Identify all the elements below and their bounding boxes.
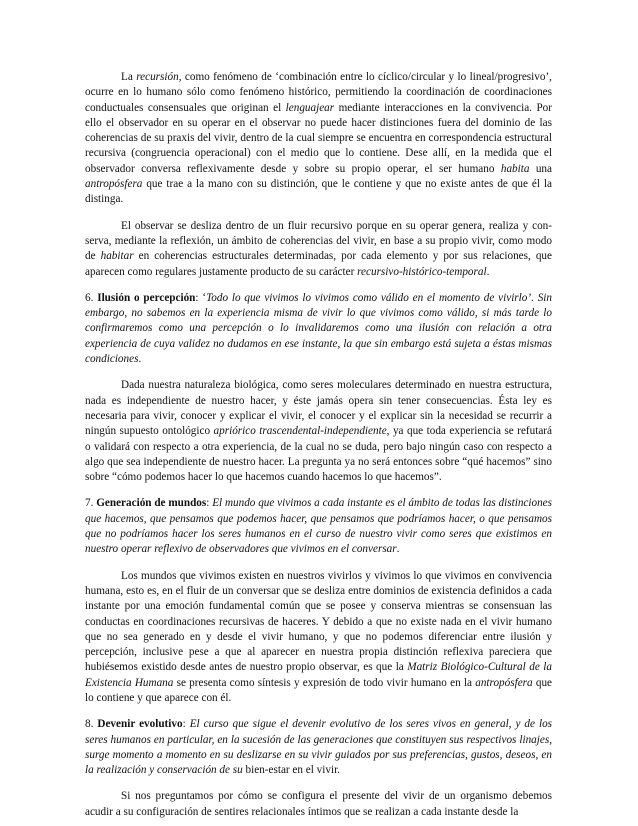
- text-run: : ‘: [195, 291, 207, 304]
- text-run: El observar se desliza dentro de un fluir recursivo porque en su operar genera, realiza y conserva, mediante la reflexión, un ámbito de coherencias del vivir, en base a su propio vivir, como modo de: [85, 219, 552, 263]
- section-number: 8.: [85, 718, 98, 731]
- section-title: Ilusión o percepción: [97, 291, 196, 304]
- text-run: .: [486, 265, 490, 278]
- section-title: Devenir evolutivo: [97, 718, 183, 731]
- text-run: :: [182, 718, 190, 731]
- text-run: , ya que toda experiencia se refutará o validará con respecto a otra experiencia, de la cual no se duda, pero bajo ningún caso con respecto a algo que sea independiente de nuestro hacer. La pregunta ya no será entonces sobre “qué hacemos” sino sobre “cómo podemos hacer lo que hacemos cuando hacemos lo que hacemos”.: [85, 425, 552, 484]
- text-run: .: [138, 353, 142, 366]
- term-antroposfera: antropósfera: [475, 676, 533, 689]
- text-run: La: [121, 71, 137, 83]
- paragraph-recursion: [85, 70, 552, 208]
- text-run: Los mundos que vivimos existen en nuestros vivirlos y vivimos lo que vivimos en convivencia humana, esto es, en el fluir de un conversar que se desliza entre dominios de existencia definidos a cada instante por una emoción fundamental común que se posee y conserva mientras se consensuan las conductas en coordinaciones recursivas de haceres. Y debido a que no existe nada en el vivir humano que no sea generado en y desde el vivir humano, y que no podemos diferenciar entre ilusión y percepción, inclusive pese a que al aparecer en nuestra propia distinción reflexiva pareciera que hubiésemos existido desde antes de nuestro propio observar, es que la: [85, 569, 552, 674]
- paragraph-naturaleza-biologica: [85, 378, 552, 485]
- section-quote: El curso que sigue el devenir evolutivo de los seres vivos en general, y de los seres humanos en particular, en la sucesión de las generaciones que constituyen sus respectivos linajes, surge momento a momento en su deslizarse en su vivir guiados por sus preferencias, gustos, deseos, en la realización y conservación de su: [85, 718, 553, 777]
- term-habitar: habitar: [100, 250, 134, 263]
- text-run: que trae a la mano con su distinción, que le contiene y que no existe antes de que él la distinga.: [85, 178, 552, 206]
- text-run: Si nos preguntamos por cómo se configura el presente del vivir de un organismo debemos acudir a su configuración de sentires relacionales íntimos que se realizan a cada instante desde la: [85, 790, 552, 818]
- text-run: .: [396, 543, 400, 556]
- section-8-devenir-evolutivo: [85, 717, 552, 778]
- section-quote: Todo lo que vivimos lo vivimos como válido en el momento de vivirlo’. Sin embargo, no sabemos en la experiencia misma de vivir lo que vivimos como válido, si más tarde lo confirmaremos como una percepción o lo invalidaremos como una ilusión con relación a otra experiencia de cuya validez no dudamos en ese instante, la que sin embargo está sujeta a éstas mismas condiciones: [85, 291, 552, 366]
- paragraph-observar: [85, 219, 552, 280]
- text-run: mediante interacciones en la convivencia. Por ello el observador en su operar en el observar no puede hacer distinciones fuera del dominio de las coherencias de su praxis del vivir, dentro de la cual siempre se encuentra en correspondencia estructural recursiva (congruencia operacional) con el medio que lo contiene. Dese allí, en la medida que el observador conversa reflexivamente desde y sobre su propio operar, el ser humano: [85, 101, 552, 175]
- term-antroposfera: antropósfera: [85, 178, 143, 191]
- term-lenguajear: lenguajear: [285, 101, 335, 114]
- paragraph-mundos-que-vivimos: [85, 569, 552, 707]
- text-run: que lo contiene y que aparece con él.: [85, 676, 553, 704]
- term-apriorico: apriórico trascendental-independiente: [213, 425, 387, 438]
- paragraph-presente-del-vivir: [85, 789, 552, 820]
- section-number: 6.: [85, 291, 98, 304]
- text-run: :: [206, 497, 213, 510]
- document-page: [85, 70, 552, 820]
- term-recursivo-historico-temporal: recursivo-histórico-temporal: [357, 265, 487, 278]
- text-run: bien-estar en el vivir.: [242, 764, 340, 777]
- term-habita: habita: [500, 162, 530, 175]
- section-6-ilusion-percepcion: [85, 291, 552, 367]
- text-run: Dada nuestra naturaleza biológica, como seres moleculares determinado en nuestra estructura, nada es independiente de nuestro hacer, y éste jamás opera sin tener consecuencias. Ésta ley es necesaria para vivir, conocer y explicar el vivir, el conocer y el explicar sin la necesidad se recurrir a ningún supuesto ontológico: [85, 379, 552, 438]
- section-number: 7.: [85, 497, 97, 510]
- text-run: una: [529, 162, 552, 175]
- section-7-generacion-mundos: [85, 496, 552, 557]
- term-matriz-biologico-cultural: Matriz Biológico-Cultural de la Existencia Humana: [85, 661, 552, 689]
- section-quote: El mundo que vivimos a cada instante es el ámbito de todas las distinciones que hacemos, que pensamos que podemos hacer, que pensamos que podríamos hacer, o que pensamos que no podríamos hacer los seres humanos en el curso de nuestro vivir como seres que existimos en nuestro operar reflexivo de observadores que vivimos en el conversar: [85, 497, 553, 556]
- section-title: Generación de mundos: [96, 497, 207, 510]
- term-recursion: recursión: [136, 71, 179, 83]
- text-run: en coherencias estructurales determinadas, por cada elemento y por sus relaciones, que aparecen como regulares justamente producto de su carácter: [85, 250, 552, 278]
- text-run: , como fenómeno de ‘combinación entre lo cíclico/circular y lo lineal/progresivo’, ocurre en lo humano sólo como fenómeno histórico, permitiendo la coordinación de coordinaciones conductuales consensuales que originan el: [85, 71, 552, 114]
- text-run: se presenta como síntesis y expresión de todo vivir humano en la: [173, 676, 476, 689]
